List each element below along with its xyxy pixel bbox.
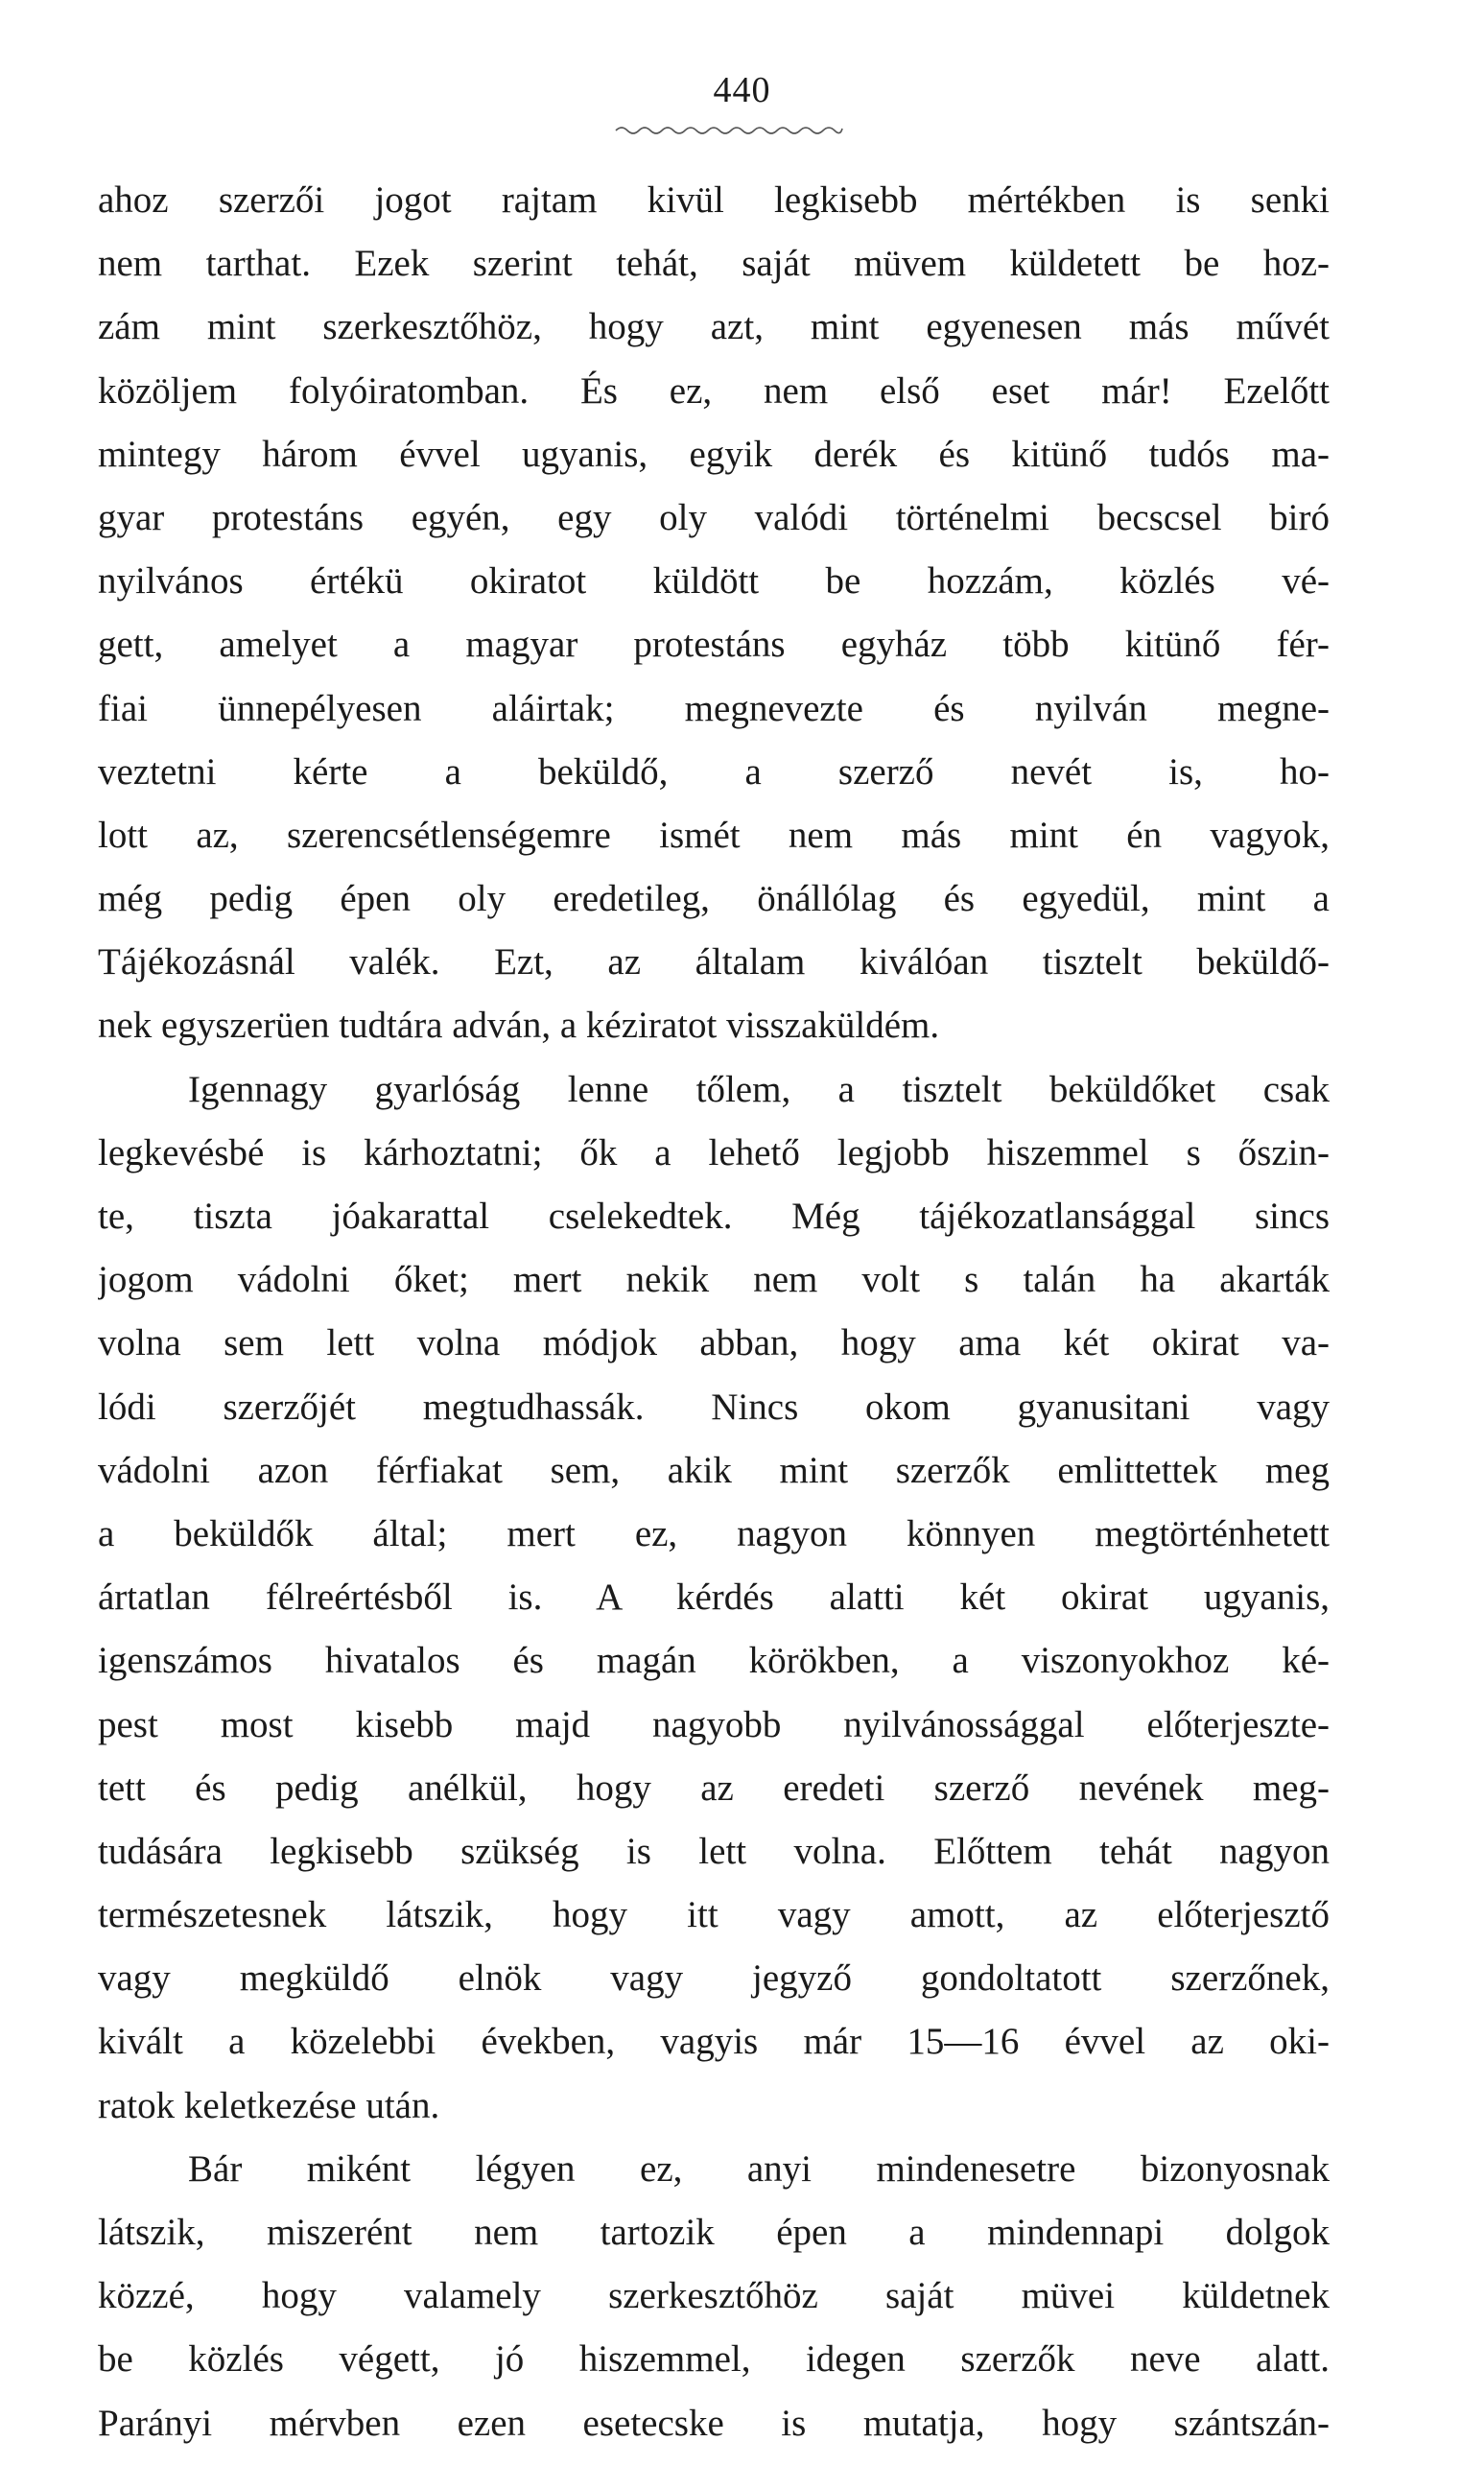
text-line: a beküldők által; mert ez, nagyon könnyen megtörténhetett xyxy=(98,1512,1330,1554)
text-line: vagy megküldő elnök vagy jegyző gondoltatott szerzőnek, xyxy=(98,1957,1330,2000)
text-line: még pedig épen oly eredetileg, önállólag és egyedül, mint a xyxy=(98,878,1330,920)
text-line: vádolni azon férfiakat sem, akik mint szerzők emlittettek meg xyxy=(98,1449,1330,1491)
text-line: Parányi mérvben ezen esetecske is mutatja, hogy szántszán- xyxy=(98,2402,1330,2444)
text-line: kivált a közelebbi években, vagyis már 15—16 évvel az oki- xyxy=(98,2021,1330,2063)
text-line: legkevésbé is kárhoztatni; ők a lehető legjobb hiszemmel s őszin- xyxy=(98,1131,1330,1173)
text-line: jogom vádolni őket; mert nekik nem volt s talán ha akarták xyxy=(98,1259,1330,1301)
text-line: fiai ünnepélyesen aláirtak; megnevezte és nyilván megne- xyxy=(98,687,1330,729)
text-line: ratok keletkezése után. xyxy=(98,2084,440,2126)
text-line: közöljem folyóiratomban. És ez, nem első eset már! Ezelőtt xyxy=(98,369,1330,412)
text-line: pest most kisebb majd nagyobb nyilvánossággal előterjeszte- xyxy=(98,1703,1330,1745)
page-number: 440 xyxy=(713,70,771,110)
text-line: ahoz szerzői jogot rajtam kivül legkisebb mértékben is senki xyxy=(98,179,1330,221)
text-line: tett és pedig anélkül, hogy az eredeti szerző nevének meg- xyxy=(98,1766,1330,1809)
text-line: nem tarthat. Ezek szerint tehát, saját müvem küldetett be hoz- xyxy=(98,243,1330,285)
text-line: igenszámos hivatalos és magán körökben, a viszonyokhoz ké- xyxy=(98,1640,1330,1682)
body-text xyxy=(98,169,1330,2455)
text-line: ártatlan félreértésből is. A kérdés alatti két okirat ugyanis, xyxy=(98,1576,1330,1619)
text-line: tudására legkisebb szükség is lett volna. Előttem tehát nagyon xyxy=(98,1830,1330,1872)
text-line: közzé, hogy valamely szerkesztőhöz saját müvei küldetnek xyxy=(98,2275,1330,2317)
text-line: nek egyszerüen tudtára adván, a kéziratot visszaküldém. xyxy=(98,1005,940,1047)
text-line: nyilvános értékü okiratot küldött be hozzám, közlés vé- xyxy=(98,560,1330,603)
text-line: Tájékozásnál valék. Ezt, az általam kiválóan tisztelt beküldő- xyxy=(98,941,1330,984)
text-line: gyar protestáns egyén, egy oly valódi történelmi becscsel biró xyxy=(98,496,1330,538)
text-line: gett, amelyet a magyar protestáns egyház több kitünő fér- xyxy=(98,624,1330,666)
text-line: természetesnek látszik, hogy itt vagy amott, az előterjesztő xyxy=(98,1894,1330,1936)
text-line: veztetni kérte a beküldő, a szerző nevét is, ho- xyxy=(98,750,1330,793)
paragraph-start-line: Bár miként légyen ez, anyi mindenesetre bizonyosnak xyxy=(188,2147,1330,2190)
paragraph-start-line: Igennagy gyarlóság lenne tőlem, a tisztelt beküldőket csak xyxy=(188,1068,1330,1110)
text-line: lódi szerzőjét megtudhassák. Nincs okom gyanusitani vagy xyxy=(98,1386,1330,1428)
page-number-ornament xyxy=(614,123,844,136)
text-line: volna sem lett volna módjok abban, hogy ama két okirat va- xyxy=(98,1322,1330,1364)
text-line: be közlés végett, jó hiszemmel, idegen szerzők neve alatt. xyxy=(98,2338,1330,2381)
text-line: mintegy három évvel ugyanis, egyik derék és kitünő tudós ma- xyxy=(98,433,1330,475)
text-line: te, tiszta jóakarattal cselekedtek. Még tájékozatlansággal sincs xyxy=(98,1196,1330,1237)
text-line: lott az, szerencsétlenségemre ismét nem más mint én vagyok, xyxy=(98,814,1330,856)
text-line: látszik, miszerént nem tartozik épen a mindennapi dolgok xyxy=(98,2212,1330,2253)
text-line: zám mint szerkesztőhöz, hogy azt, mint egyenesen más művét xyxy=(98,306,1330,348)
